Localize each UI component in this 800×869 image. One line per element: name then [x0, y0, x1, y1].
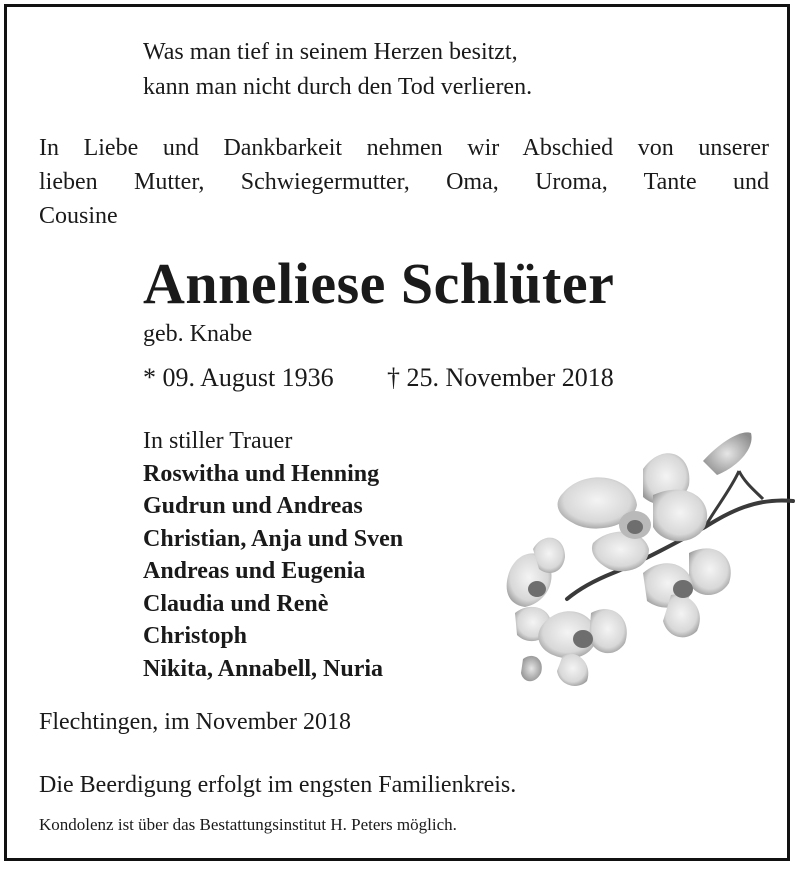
- mourners-list: [143, 425, 403, 685]
- mourner-entry: Christoph: [143, 623, 248, 649]
- deceased-name: Anneliese Schlüter: [143, 251, 615, 316]
- mourner-entry: Claudia und Renè: [143, 590, 329, 617]
- intro-line: In Liebe und Dankbarkeit nehmen wir Abschied von unserer: [39, 135, 769, 161]
- mourner-entry: Gudrun und Andreas: [143, 493, 363, 519]
- farewell-intro: [39, 131, 769, 233]
- death-date: † 25. November 2018: [387, 363, 614, 392]
- birth-name: geb. Knabe: [143, 321, 253, 347]
- intro-line: lieben Mutter, Schwiegermutter, Oma, Uroma, Tante und: [39, 169, 769, 195]
- birth-date: * 09. August 1936: [143, 363, 334, 392]
- orchid-image: [493, 423, 800, 695]
- funeral-note: Die Beerdigung erfolgt im engsten Familienkreis.: [39, 772, 517, 798]
- mourner-entry: Nikita, Annabell, Nuria: [143, 655, 384, 682]
- mourner-entry: Christian, Anja und Sven: [143, 525, 404, 552]
- intro-line: Cousine: [39, 203, 118, 229]
- memorial-quote: [143, 35, 532, 105]
- mourners-heading: In stiller Trauer: [143, 428, 293, 454]
- quote-line: Was man tief in seinem Herzen besitzt,: [143, 39, 518, 65]
- life-dates: [143, 363, 614, 393]
- place-and-date: Flechtingen, im November 2018: [39, 709, 351, 735]
- mourner-entry: Roswitha und Henning: [143, 460, 380, 487]
- condolence-note: Kondolenz ist über das Bestattungsinstitut H. Peters möglich.: [39, 815, 457, 834]
- mourner-entry: Andreas und Eugenia: [143, 558, 366, 584]
- obituary-notice: [4, 4, 790, 861]
- quote-line: kann man nicht durch den Tod verlieren.: [143, 74, 533, 100]
